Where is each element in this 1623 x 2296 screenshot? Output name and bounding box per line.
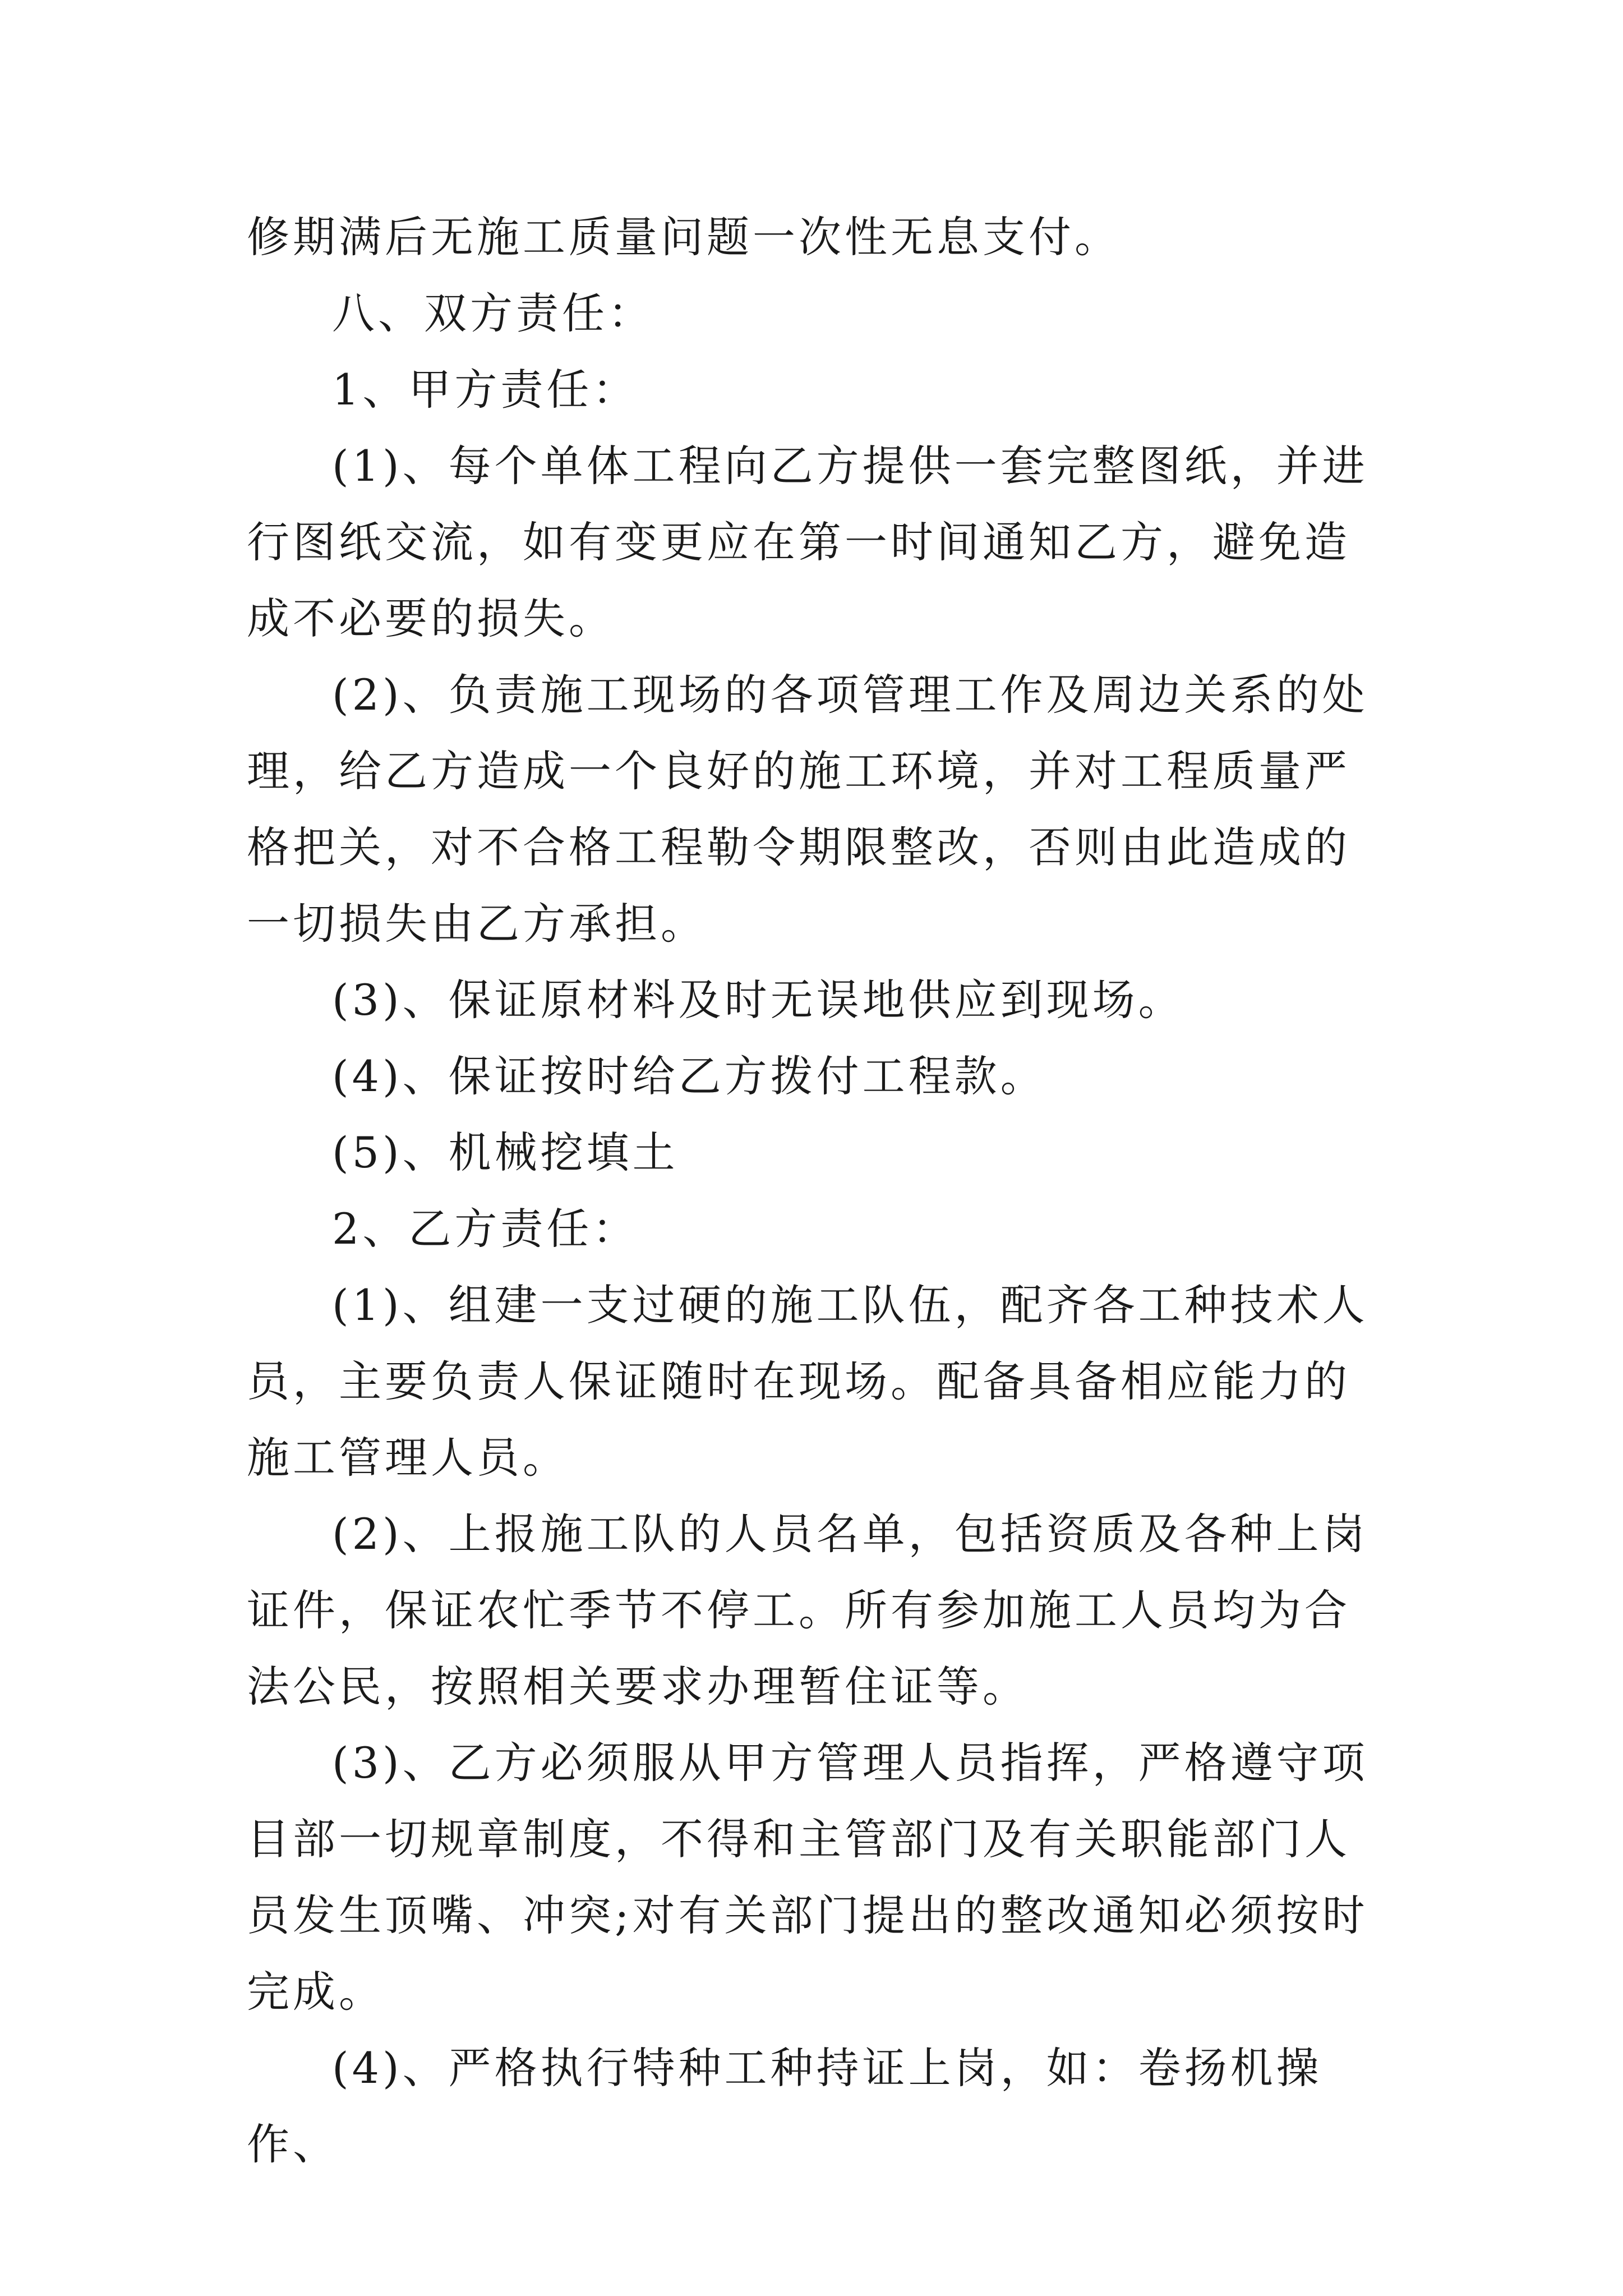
paragraph-party-b-item-2: (2)、上报施工队的人员名单，包括资质及各种上岗证件，保证农忙季节不停工。所有参加施工人员均为合法公民，按照相关要求办理暂住证等。 (247, 1509, 1368, 1711)
paragraph-party-a-item-2: (2)、负责施工现场的各项管理工作及周边关系的处理，给乙方造成一个良好的施工环境，并对工程质量严格把关，对不合格工程勒令期限整改，否则由此造成的一切损失由乙方承担。 (247, 670, 1368, 949)
subsection-heading-party-a: 1、甲方责任： (332, 365, 639, 415)
paragraph-party-a-item-1: (1)、每个单体工程向乙方提供一套完整图纸，并进行图纸交流，如有变更应在第一时间通知乙方，避免造成不必要的损失。 (247, 441, 1368, 643)
subsection-heading-party-b: 2、乙方责任： (332, 1204, 639, 1254)
paragraph-party-a-item-5: (5)、机械挖填土 (332, 1128, 679, 1177)
paragraph-party-a-item-4: (4)、保证按时给乙方拨付工程款。 (332, 1051, 1046, 1101)
paragraph-party-b-item-4: (4)、严格执行特种工种持证上岗，如：卷扬机操作、 (247, 2043, 1322, 2169)
document-body (247, 199, 1391, 2183)
paragraph-party-b-item-3: (3)、乙方必须服从甲方管理人员指挥，严格遵守项目部一切规章制度，不得和主管部门及有关职能部门人员发生顶嘴、冲突;对有关部门提出的整改通知必须按时完成。 (247, 1738, 1368, 2017)
section-heading-mutual-responsibilities: 八、双方责任： (332, 288, 654, 338)
paragraph-party-a-item-3: (3)、保证原材料及时无误地供应到现场。 (332, 975, 1184, 1025)
paragraph-payment-continuation: 修期满后无施工质量问题一次性无息支付。 (247, 212, 1121, 262)
paragraph-party-b-item-1: (1)、组建一支过硬的施工队伍，配齐各工种技术人员，主要负责人保证随时在现场。配备具备相应能力的施工管理人员。 (247, 1280, 1368, 1483)
